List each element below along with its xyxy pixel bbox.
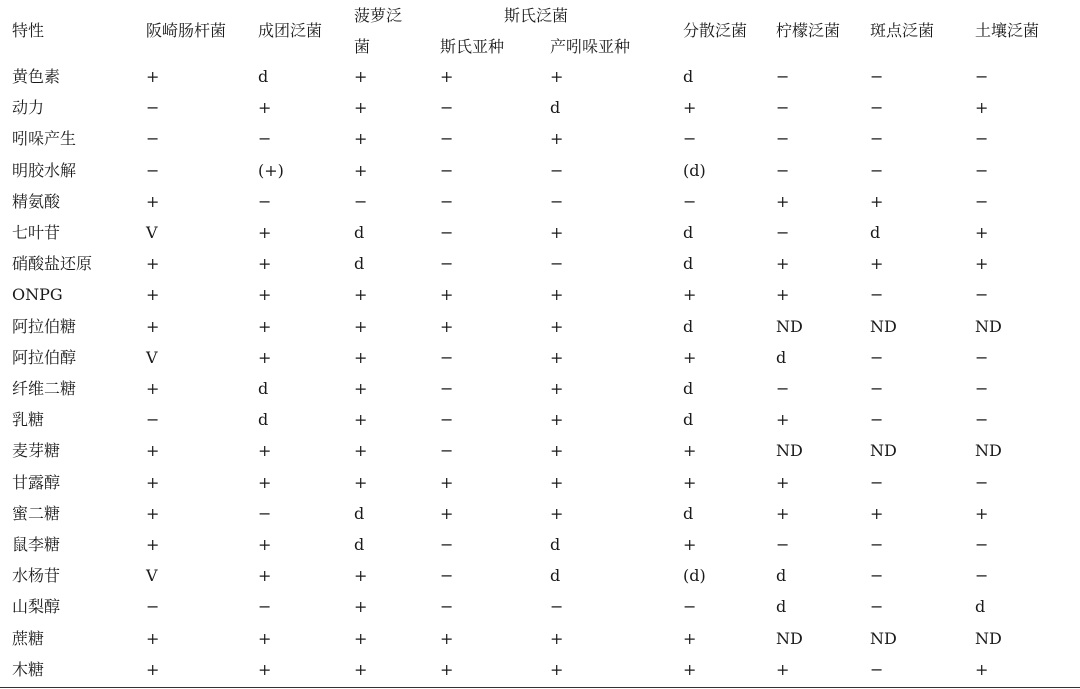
table-cell: d [258, 410, 269, 429]
table-cell: d [683, 67, 694, 86]
header-trait: 特性 [12, 21, 45, 40]
table-cell: + [550, 629, 564, 648]
table-cell: ND [870, 629, 897, 648]
table-cell: + [683, 473, 697, 492]
table-cell: + [146, 379, 160, 398]
row-trait-label: 麦芽糖 [12, 441, 61, 460]
table-cell: + [683, 285, 697, 304]
row-trait-label: 硝酸盐还原 [12, 254, 93, 273]
table-cell: + [776, 660, 790, 679]
table-cell: + [146, 504, 160, 523]
table-cell: + [258, 566, 272, 585]
table-cell: − [440, 161, 454, 180]
table-cell: + [975, 98, 989, 117]
table-cell: V [146, 223, 158, 242]
table-cell: + [550, 441, 564, 460]
table-cell: + [258, 629, 272, 648]
table-cell: − [776, 98, 790, 117]
table-cell: + [258, 254, 272, 273]
table-cell: + [354, 379, 368, 398]
header-col5: 产吲哚亚种 [550, 37, 631, 56]
table-cell: + [354, 348, 368, 367]
table-cell: + [258, 223, 272, 242]
table-cell: + [146, 535, 160, 554]
table-cell: + [354, 597, 368, 616]
table-cell: (+) [258, 161, 284, 180]
table-cell: + [870, 192, 884, 211]
table-cell: + [146, 192, 160, 211]
table-cell: + [440, 285, 454, 304]
row-trait-label: 黄色素 [12, 67, 61, 86]
table-cell: d [683, 379, 694, 398]
table-cell: + [683, 629, 697, 648]
table-cell: V [146, 566, 158, 585]
table-cell: d [870, 223, 881, 242]
table-cell: + [146, 660, 160, 679]
table-cell: + [975, 223, 989, 242]
table-cell: d [354, 223, 365, 242]
table-cell: + [683, 441, 697, 460]
table-cell: − [440, 566, 454, 585]
row-trait-label: 鼠李糖 [12, 535, 61, 554]
table-cell: − [975, 348, 989, 367]
table-cell: + [258, 317, 272, 336]
row-trait-label: ONPG [12, 285, 63, 304]
header-col9: 土壤泛菌 [975, 21, 1040, 40]
table-cell: − [975, 192, 989, 211]
table-cell: + [258, 98, 272, 117]
table-cell: + [776, 192, 790, 211]
table-cell: d [354, 504, 365, 523]
table-cell: d [550, 566, 561, 585]
table-cell: + [146, 317, 160, 336]
table-cell: − [258, 192, 272, 211]
table-cell: − [550, 161, 564, 180]
header-group: 斯氏泛菌 [504, 6, 569, 25]
header-col4: 斯氏亚种 [440, 37, 505, 56]
table-cell: − [258, 129, 272, 148]
table-cell: + [550, 348, 564, 367]
row-trait-label: 乳糖 [12, 410, 45, 429]
table-cell: d [776, 597, 787, 616]
table-cell: + [146, 629, 160, 648]
table-cell: − [146, 597, 160, 616]
table-cell: + [776, 410, 790, 429]
table-cell: + [550, 129, 564, 148]
table-cell: − [776, 379, 790, 398]
table-cell: − [440, 192, 454, 211]
table-cell: + [354, 441, 368, 460]
table-cell: + [683, 348, 697, 367]
table-cell: d [550, 98, 561, 117]
table-cell: − [870, 660, 884, 679]
table-cell: + [550, 223, 564, 242]
table-cell: − [975, 473, 989, 492]
table-cell: + [683, 660, 697, 679]
row-trait-label: 明胶水解 [12, 161, 77, 180]
header-col3-line2: 菌 [354, 37, 371, 56]
table-cell: + [776, 254, 790, 273]
table-cell: + [354, 129, 368, 148]
table-cell: + [146, 473, 160, 492]
table-cell: + [683, 98, 697, 117]
row-trait-label: 甘露醇 [12, 473, 61, 492]
table-cell: − [683, 129, 697, 148]
table-cell: + [870, 254, 884, 273]
table-cell: V [146, 348, 158, 367]
table-cell: + [776, 473, 790, 492]
table-cell: + [776, 285, 790, 304]
table-cell: − [975, 566, 989, 585]
table-cell: − [146, 98, 160, 117]
table-cell: + [354, 410, 368, 429]
table-cell: + [975, 254, 989, 273]
table-cell: + [354, 566, 368, 585]
table-cell: − [870, 285, 884, 304]
table-cell: − [870, 473, 884, 492]
table-cell: − [776, 129, 790, 148]
table-cell: d [683, 410, 694, 429]
table-cell: − [440, 129, 454, 148]
table-cell: d [354, 535, 365, 554]
table-cell: − [975, 410, 989, 429]
table-cell: − [354, 192, 368, 211]
table-cell: d [683, 317, 694, 336]
table-cell: d [683, 254, 694, 273]
table-cell: (d) [683, 566, 706, 585]
table-cell: + [146, 254, 160, 273]
table-cell: − [440, 98, 454, 117]
table-cell: − [550, 192, 564, 211]
table-cell: + [354, 473, 368, 492]
table-cell: + [354, 660, 368, 679]
table-cell: d [258, 67, 269, 86]
table-cell: − [146, 410, 160, 429]
table-cell: − [440, 410, 454, 429]
table-cell: + [258, 441, 272, 460]
table-cell: + [146, 67, 160, 86]
table-cell: − [776, 67, 790, 86]
table-cell: ND [870, 317, 897, 336]
table-cell: d [550, 535, 561, 554]
table-cell: − [975, 379, 989, 398]
table-cell: + [550, 410, 564, 429]
table-cell: − [683, 597, 697, 616]
table-cell: (d) [683, 161, 706, 180]
table-cell: + [870, 504, 884, 523]
table-cell: − [776, 223, 790, 242]
table-cell: + [146, 285, 160, 304]
table-cell: − [870, 129, 884, 148]
table-cell: − [550, 254, 564, 273]
table-cell: + [550, 504, 564, 523]
table-cell: − [975, 67, 989, 86]
header-col1: 阪崎肠杆菌 [146, 21, 227, 40]
table-cell: − [870, 161, 884, 180]
table-cell: − [870, 67, 884, 86]
table-cell: − [870, 98, 884, 117]
table-cell: − [440, 597, 454, 616]
header-col6: 分散泛菌 [683, 21, 748, 40]
table-cell: + [354, 317, 368, 336]
table-cell: − [440, 441, 454, 460]
table-cell: − [870, 566, 884, 585]
row-trait-label: 木糖 [12, 660, 45, 679]
row-trait-label: 动力 [12, 98, 45, 117]
row-trait-label: 水杨苷 [12, 566, 61, 585]
header-col2: 成团泛菌 [258, 21, 323, 40]
table-cell: + [258, 660, 272, 679]
table-cell: + [550, 67, 564, 86]
table-cell: + [440, 473, 454, 492]
table-cell: − [550, 597, 564, 616]
table-cell: − [440, 535, 454, 554]
table-cell: − [870, 597, 884, 616]
table-cell: + [440, 660, 454, 679]
table-cell: − [975, 285, 989, 304]
table-cell: − [146, 129, 160, 148]
table-cell: + [550, 660, 564, 679]
table-cell: − [870, 348, 884, 367]
table-cell: + [354, 285, 368, 304]
row-trait-label: 山梨醇 [12, 597, 61, 616]
row-trait-label: 精氨酸 [12, 192, 61, 211]
row-trait-label: 蜜二糖 [12, 504, 61, 523]
table-cell: − [258, 504, 272, 523]
table-cell: − [440, 254, 454, 273]
table-cell: ND [975, 441, 1002, 460]
table-cell: + [354, 161, 368, 180]
table-cell: + [776, 504, 790, 523]
table-cell: − [258, 597, 272, 616]
header-col3-line1: 菠萝泛 [354, 6, 403, 25]
table-cell: ND [975, 317, 1002, 336]
row-trait-label: 阿拉伯醇 [12, 348, 77, 367]
table-cell: − [870, 535, 884, 554]
table-cell: + [440, 629, 454, 648]
table-cell: ND [975, 629, 1002, 648]
table-cell: + [146, 441, 160, 460]
table-cell: + [683, 535, 697, 554]
table-cell: + [258, 535, 272, 554]
table-cell: d [683, 223, 694, 242]
table-cell: ND [776, 629, 803, 648]
table-cell: + [440, 67, 454, 86]
table-cell: d [354, 254, 365, 273]
table-cell: − [440, 348, 454, 367]
table-cell: + [550, 285, 564, 304]
table-cell: − [975, 129, 989, 148]
table-cell: + [354, 67, 368, 86]
row-trait-label: 吲哚产生 [12, 129, 77, 148]
table-cell: + [354, 629, 368, 648]
table-cell: d [975, 597, 986, 616]
table-cell: + [440, 504, 454, 523]
table-cell: d [683, 504, 694, 523]
table-cell: + [258, 285, 272, 304]
table-cell: d [776, 348, 787, 367]
table-cell: + [258, 473, 272, 492]
table-cell: − [440, 223, 454, 242]
table-cell: − [146, 161, 160, 180]
table-cell: + [550, 379, 564, 398]
table-cell: + [975, 504, 989, 523]
table-cell: − [975, 535, 989, 554]
table-cell: − [440, 379, 454, 398]
table-cell: − [870, 379, 884, 398]
header-col7: 柠檬泛菌 [776, 21, 841, 40]
table-cell: − [975, 161, 989, 180]
row-trait-label: 七叶苷 [12, 223, 61, 242]
row-trait-label: 蔗糖 [12, 629, 45, 648]
row-trait-label: 纤维二糖 [12, 379, 77, 398]
table-cell: − [776, 535, 790, 554]
table-cell: d [258, 379, 269, 398]
table-cell: + [550, 317, 564, 336]
table-cell: ND [870, 441, 897, 460]
table-cell: ND [776, 317, 803, 336]
table-cell: + [354, 98, 368, 117]
row-trait-label: 阿拉伯糖 [12, 317, 77, 336]
table-cell: ND [776, 441, 803, 460]
table-cell: + [258, 348, 272, 367]
header-col8: 斑点泛菌 [870, 21, 935, 40]
table-cell: + [975, 660, 989, 679]
table-cell: − [683, 192, 697, 211]
table-cell: − [870, 410, 884, 429]
table-cell: + [550, 473, 564, 492]
table-cell: − [776, 161, 790, 180]
table-bottom-rule [0, 687, 1080, 688]
table-cell: d [776, 566, 787, 585]
table-cell: + [440, 317, 454, 336]
